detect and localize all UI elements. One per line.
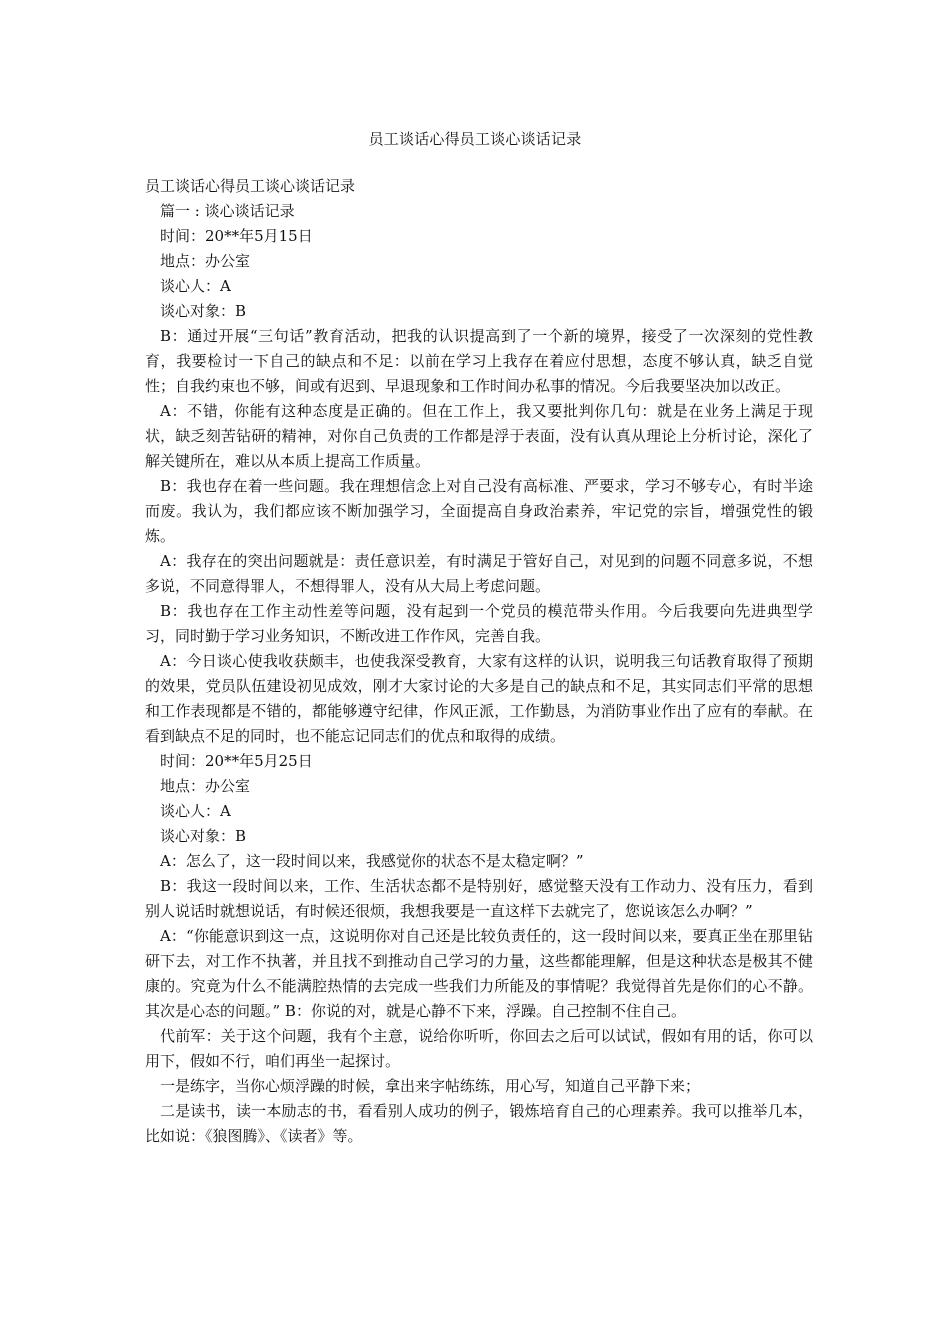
- dialogue-paragraph: A：不错，你能有这种态度是正确的。但在工作上，我又要批判你几句：就是在业务上满足于现状，缺乏刻苦钻研的精神，对你自己负责的工作都是浮于表面，没有认真从理论上分析讨论，深化了解关键所在，难以从本质上提高工作质量。: [145, 402, 813, 470]
- dialogue-paragraph: A：“你能意识到这一点，这说明你对自己还是比较负责任的，这一段时间以来，要真正坐在那里钻研下去，对工作不执著，并且找不到推动自己学习的力量，这些都能理解，但是这种状态是极其不健康的。究竟为什么不能满腔热情的去完成一些我们力所能及的事情呢？我觉得首先是你们的心不静。其次是心态的问题。” B：你说的对，就是心静不下来，浮躁。自己控制不住自己。: [145, 927, 813, 1020]
- interviewee: 谈心对象：B: [160, 302, 247, 320]
- dialogue-paragraph: A：怎么了，这一段时间以来，我感觉你的状态不是太稳定啊？”: [160, 852, 584, 870]
- meeting-location: 地点：办公室: [160, 252, 251, 270]
- interviewer: 谈心人：A: [160, 802, 231, 820]
- dialogue-paragraph: B：我也存在工作主动性差等问题，没有起到一个党员的模范带头作用。今后我要向先进典型学习，同时勤于学习业务知识，不断改进工作作风，完善自我。: [145, 602, 813, 645]
- interviewer: 谈心人：A: [160, 277, 231, 295]
- dialogue-paragraph: A：我存在的突出问题就是：责任意识差，有时满足于管好自己，对见到的问题不同意多说，不想多说，不同意得罪人，不想得罪人，没有从大局上考虑问题。: [145, 552, 813, 595]
- meeting-time: 时间：20**年5月25日: [160, 752, 313, 770]
- meeting-time: 时间：20**年5月15日: [160, 227, 313, 245]
- meeting-location: 地点：办公室: [160, 777, 251, 795]
- document-body: [145, 174, 813, 1149]
- document-title: 员工谈话心得员工谈心谈话记录: [368, 130, 582, 148]
- dialogue-paragraph: B：我这一段时间以来，工作、生活状态都不是特别好，感觉整天没有工作动力、没有压力，看到别人说话时就想说话，有时候还很烦，我想我要是一直这样下去就完了，您说该怎么办啊？”: [145, 877, 813, 920]
- advice-item: 一是练字，当你心烦浮躁的时候，拿出来字帖练练，用心写，知道自己平静下来；: [160, 1077, 701, 1095]
- dialogue-paragraph: B：通过开展“三句话”教育活动，把我的认识提高到了一个新的境界，接受了一次深刻的党性教育，我要检讨一下自己的缺点和不足：以前在学习上我存在着应付思想，态度不够认真，缺乏自觉性；自我约束也不够，间或有迟到、早退现象和工作时间办私事的情况。今后我要坚决加以改正。: [145, 327, 813, 395]
- dialogue-paragraph: 代前军：关于这个问题，我有个主意，说给你听听，你回去之后可以试试，假如有用的话，你可以用下，假如不行，咱们再坐一起探讨。: [145, 1027, 813, 1070]
- advice-item: 二是读书，读一本励志的书，看看别人成功的例子，锻炼培育自己的心理素养。我可以推举几本，比如说：《狼图腾》、《读者》等。: [145, 1102, 813, 1145]
- interviewee: 谈心对象：B: [160, 827, 247, 845]
- dialogue-paragraph: A：今日谈心使我收获颇丰，也使我深受教育，大家有这样的认识，说明我三句话教育取得了预期的效果，党员队伍建设初见成效，刚才大家讨论的大多是自己的缺点和不足，其实同志们平常的思想和工作表现都是不错的，都能够遵守纪律，作风正派，工作勤恳，为消防事业作出了应有的奉献。在看到缺点不足的同时，也不能忘记同志们的优点和取得的成绩。: [145, 652, 813, 745]
- body-heading: 员工谈话心得员工谈心谈话记录: [145, 177, 356, 195]
- dialogue-paragraph: B：我也存在着一些问题。我在理想信念上对自己没有高标准、严要求，学习不够专心，有时半途而废。我认为，我们都应该不断加强学习，全面提高自身政治素养，牢记党的宗旨，增强党性的锻炼。: [145, 477, 813, 545]
- section-label: 篇一 : 谈心谈话记录: [160, 202, 295, 220]
